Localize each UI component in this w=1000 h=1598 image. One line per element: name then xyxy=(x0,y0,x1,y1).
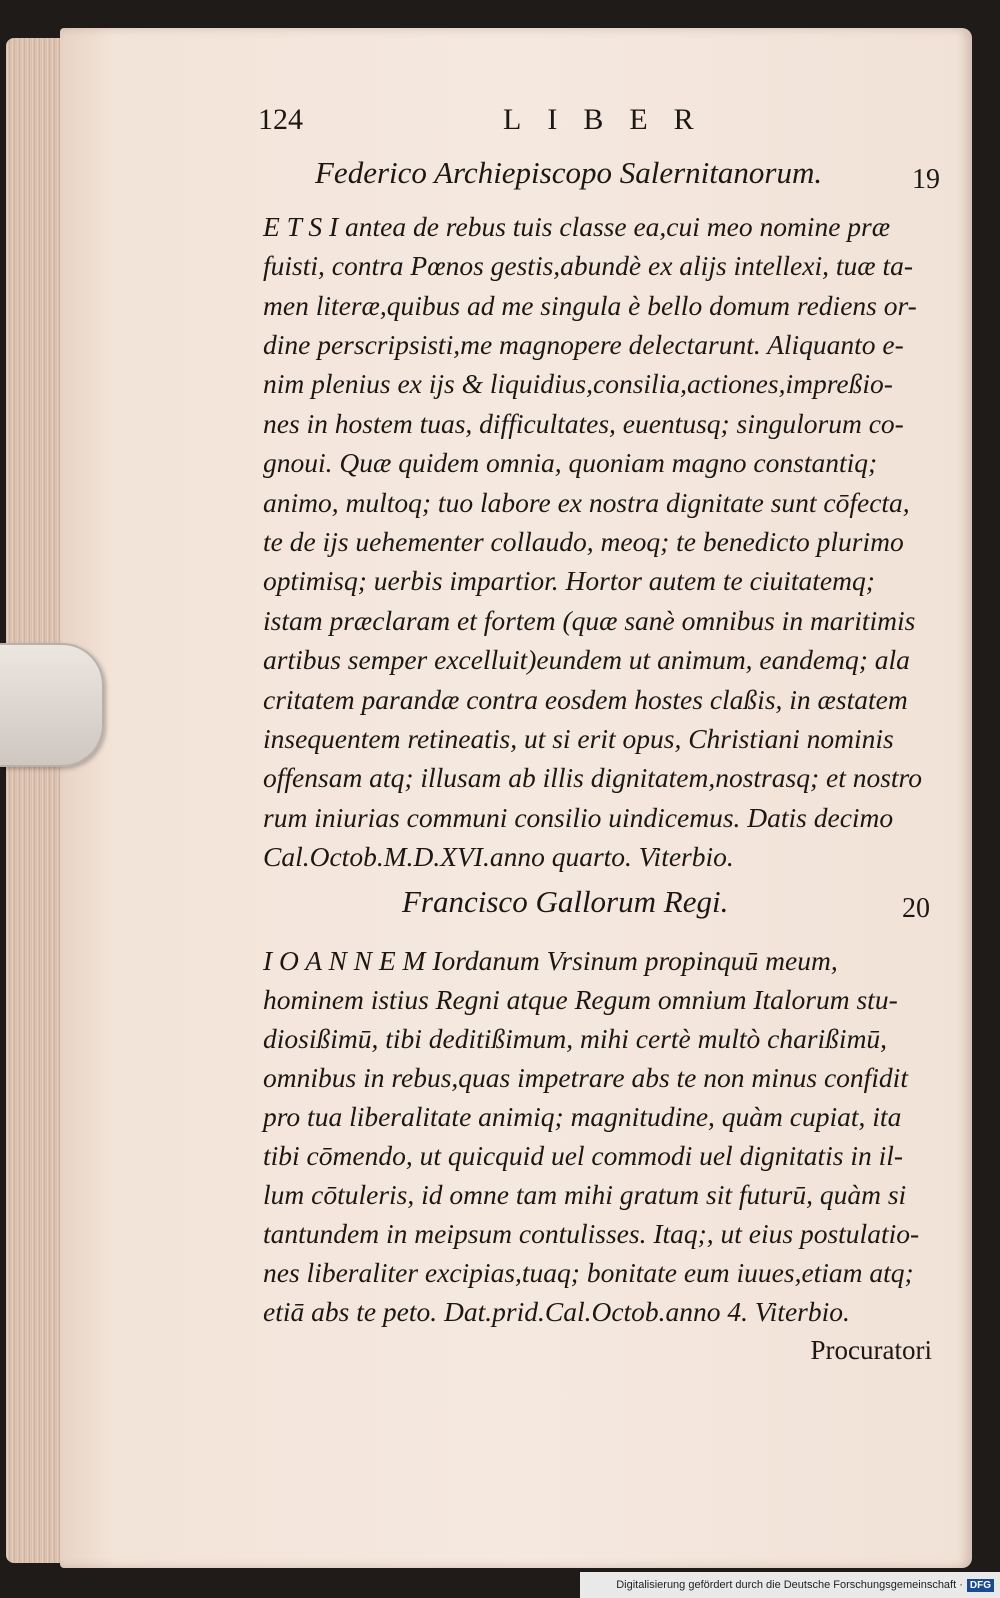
text-line: insequentem retineatis, ut si erit opus, Christiani nominis xyxy=(263,723,894,754)
text-line: gnoui. Quæ quidem omnia, quoniam magno constantiq; xyxy=(263,447,878,478)
page-number: 124 xyxy=(258,103,303,136)
running-title: LIBER xyxy=(503,103,720,136)
text-line: etiā abs te peto. Dat.prid.Cal.Octob.anno 4. Viterbio. xyxy=(263,1296,850,1327)
text-line: dine perscripsisti,me magnopere delectarunt. Aliquanto e- xyxy=(263,329,904,360)
text-line: pro tua liberalitate animiq; magnitudine, quàm cupiat, ita xyxy=(263,1101,902,1132)
footer-text: Digitalisierung gefördert durch die Deutsche Forschungsgemeinschaft · xyxy=(616,1579,963,1591)
text-line: animo, multoq; tuo labore ex nostra dignitate sunt cōfecta, xyxy=(263,487,910,518)
text-line: Cal.Octob.M.D.XVI.anno quarto. Viterbio. xyxy=(263,841,734,872)
text-line: offensam atq; illusam ab illis dignitatem,nostrasq; et nostro xyxy=(263,762,922,793)
dfg-logo: DFG xyxy=(967,1579,994,1592)
text-line: artibus semper excelluit)eundem ut animum, eandemq; ala xyxy=(263,644,910,675)
text-line: nim plenius ex ijs & liquidius,consilia,actiones,impreßio- xyxy=(263,368,893,399)
text-line: tantundem in meipsum contulisses. Itaq;, ut eius postulatio- xyxy=(263,1218,920,1249)
text-line: nes liberaliter excipias,tuaq; bonitate eum iuues,etiam atq; xyxy=(263,1257,914,1288)
text-line: fuisti, contra Pœnos gestis,abundè ex alijs intellexi, tuæ ta- xyxy=(263,250,914,281)
text-line: nes in hostem tuas, difficultates, euentusq; singulorum co- xyxy=(263,408,904,439)
running-head xyxy=(258,103,938,143)
text-line: hominem istius Regni atque Regum omnium Italorum stu- xyxy=(263,984,898,1015)
letter-heading: Francisco Gallorum Regi. xyxy=(402,884,729,919)
letter-number: 20 xyxy=(902,893,930,924)
text-line: diosißimū, tibi deditißimum, mihi certè multò charißimū, xyxy=(263,1023,888,1054)
text-line: istam præclaram et fortem (quæ sanè omnibus in maritimis xyxy=(263,605,916,636)
page-edges xyxy=(6,38,68,1563)
text-line: men literæ,quibus ad me singula è bello domum rediens or- xyxy=(263,290,917,321)
text-line: rum iniurias communi consilio uindicemus. Datis decimo xyxy=(263,802,894,833)
text-line: I O A N N E M Iordanum Vrsinum propinquū meum, xyxy=(263,945,838,976)
text-line: omnibus in rebus,quas impetrare abs te non minus confidit xyxy=(263,1062,908,1093)
letter-heading: Federico Archiepiscopo Salernitanorum. xyxy=(315,155,823,190)
text-line: te de ijs uehementer collaudo, meoq; te benedicto plurimo xyxy=(263,526,904,557)
text-line: critatem parandæ contra eosdem hostes claßis, in æstatem xyxy=(263,684,908,715)
letter-number: 19 xyxy=(912,164,940,195)
text-line: E T S I antea de rebus tuis classe ea,cui meo nomine præ xyxy=(263,211,891,242)
footer-credit xyxy=(580,1572,1000,1598)
page-clip xyxy=(0,643,104,767)
catchword: Procuratori xyxy=(810,1335,932,1365)
text-line: optimisq; uerbis impartior. Hortor autem te ciuitatemq; xyxy=(263,565,875,596)
text-line: lum cōtuleris, id omne tam mihi gratum sit futurū, quàm si xyxy=(263,1179,907,1210)
text-line: tibi cōmendo, ut quicquid uel commodi uel dignitatis in il- xyxy=(263,1140,904,1171)
